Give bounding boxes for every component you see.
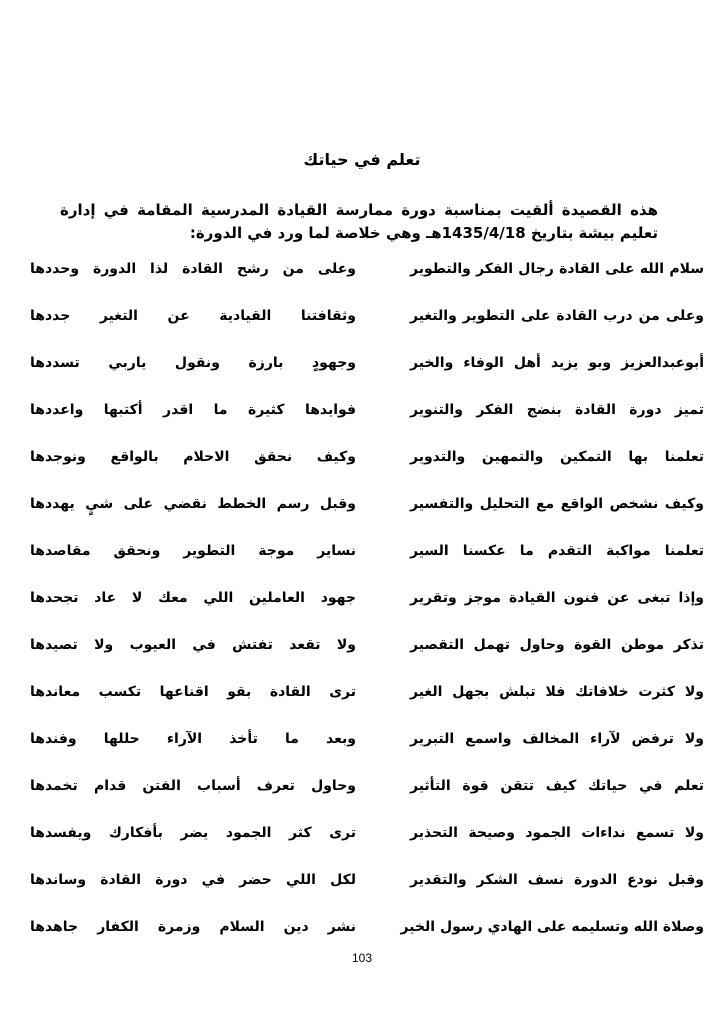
verse-first-half: ولا تسمع نداءات الجمود وصيحة التحذير	[410, 825, 704, 841]
verse-second-half: وثقافتنا القيادية عن التغير جددها	[30, 308, 356, 324]
verse	[30, 821, 704, 845]
verse	[30, 633, 704, 657]
verse-first-half: تعلمنا مواكبة التقدم ما عكسنا السير	[410, 543, 704, 559]
intro-line-1: هذه القصيدة ألقيت بمناسبة دورة ممارسة القيادة المدرسية المقامة في إدارة	[60, 201, 658, 219]
verse	[30, 445, 704, 469]
verse-first-half: تذكر موطن القوة وحاول تهمل التقصير	[410, 637, 704, 653]
verse-second-half: فوايدها كثيرة ما اقدر أكتبها واعددها	[30, 402, 356, 418]
verse-first-half: ولا كثرت خلافاتك فلا تبلش بجهل الغير	[410, 684, 704, 700]
verse	[30, 868, 704, 892]
verse-first-half: سلام الله على القادة رجال الفكر والتطوير	[410, 261, 704, 277]
verse-second-half: ترى القادة بقو اقناعها تكسب معاندها	[30, 684, 356, 700]
verse-first-half: وقبل نودع الدورة نسف الشكر والتقدير	[410, 872, 704, 888]
verse-first-half: وإذا تبغى عن فنون القيادة موجز وتقرير	[410, 590, 704, 606]
verse-second-half: وعلى من رشح القادة لذا الدورة وحددها	[30, 261, 356, 277]
verse-second-half: نساير موجة التطوير ونحقق مقاصدها	[30, 543, 356, 559]
verse-second-half: جهود العاملين اللي معك لا عاد تجحدها	[30, 590, 356, 606]
verse	[30, 398, 704, 422]
verse-first-half: تعلمنا بها التمكين والتمهين والتدوير	[410, 449, 704, 465]
verse-first-half: أبوعبدالعزيز وبو يزيد أهل الوفاء والخير	[410, 355, 704, 371]
verse-second-half: وكيف نحقق الاحلام بالواقع ونوجدها	[30, 449, 356, 465]
intro-line-2: تعليم بيشة بتاريخ 1435/4/18هـ وهي خلاصة لما ورد في الدورة:	[189, 224, 658, 242]
page-number: 103	[351, 951, 373, 965]
verse	[30, 492, 704, 516]
verse-second-half: ولا تقعد تفتش في العيوب ولا تصيدها	[30, 637, 356, 653]
verse	[30, 539, 704, 563]
verse	[30, 586, 704, 610]
verse-second-half: نشر دين السلام وزمرة الكفار جاهدها	[30, 919, 356, 935]
verse-first-half: وعلى من درب القادة على التطوير والتغير	[410, 308, 704, 324]
verse	[30, 680, 704, 704]
verse-second-half: وبعد ما تأخذ الآراء حللها وفندها	[30, 731, 356, 747]
verse-second-half: ترى كثر الجمود يضر بأفكارك ويفسدها	[30, 825, 356, 841]
verse-first-half: تعلم في حياتك كيف تتقن قوة التأثير	[410, 778, 704, 794]
verse-second-half: وجهودٍ بارزة ونقول ياربي تسددها	[30, 355, 356, 371]
verse-first-half: وكيف نشخص الواقع مع التحليل والتفسير	[410, 496, 704, 512]
verse	[30, 351, 704, 375]
verse-second-half: لكل اللي حضر في دورة القادة وساندها	[30, 872, 356, 888]
verse	[30, 304, 704, 328]
page-title: تعلم في حياتك	[303, 150, 421, 169]
verse-first-half: ولا ترفض لآراء المخالف واسمع التبرير	[410, 731, 704, 747]
verse	[30, 915, 704, 939]
verse-second-half: وقبل رسم الخطط نقضي على شيٍ يهددها	[30, 496, 356, 512]
verse-first-half: تميز دورة القادة بنضج الفكر والتنوير	[410, 402, 704, 418]
verse	[30, 774, 704, 798]
verse-first-half: وصلاة الله وتسليمه على الهادي رسول الخير	[400, 919, 704, 935]
verse	[30, 727, 704, 751]
verse-second-half: وحاول تعرف أسباب الفتن قدام تخمدها	[30, 778, 356, 794]
verse	[30, 257, 704, 281]
